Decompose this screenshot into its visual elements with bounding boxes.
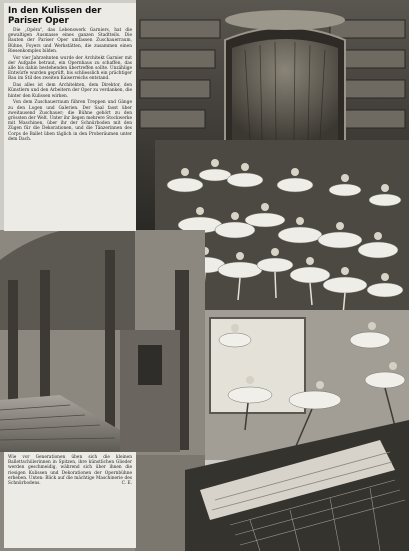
article-headline: In den Kulissen der Pariser Oper [8,6,102,26]
article-paragraph: Das alles ist dem Architekten, dem Direktor, den Künstlern und den Arbeitern der Oper zu verdanken, die hinter den Kulissen wirken. [8,83,132,99]
article-paragraph: Von dem Zuschauerraum führen Treppen und Gänge zu den Logen und Galerien. Der Saal fasst über zweitausend Zuschauer; die Bühne gehört zu den grössten der Welt. Unter ihr liegen mehrere Stockwerke mit Maschinen, über ihr der Schnürboden mit den Zügen für die Dekorationen, und die Tänzerinnen des Corps de Ballet üben täglich in den Proberäumen unter dem Dach. [8,100,132,142]
article-paragraph: Vor vier Jahrzehnten wurde der Architekt Garnier mit der Aufgabe betraut, ein Opernhaus zu schaffen, das alle bis dahin bestehenden übertreffen sollte. Unzählige Entwürfe wurden geprüft, bis schliesslich ein prächtiger Bau im Stil des zweiten Kaiserreichs entstand. [8,55,132,82]
author-signature: C. E. [121,481,132,487]
article-text-column [4,3,136,231]
photo-caption [4,452,136,548]
caption-text: Wie vor Generationen üben sich die kleinen Ballettschülerinnen in Spitzen, ihre künstlichen Glieder werden geschmeidig, während sich über ihnen die riesigen Kulissen und Dekorationen der Opernbühne erheben. Unten: Blick auf die mächtige Maschinerie des Schnürbodens. [8,455,132,487]
article-paragraph: Die „Opéra", das Lebenswerk Garniers, hat die gewaltigen Ausmasse eines ganzen Stadtteils. Die Bauten der Pariser Oper umfassen Zuschauerraum, Bühne, Foyers und Werkstätten, die zusammen einen Riesenkomplex bilden. [8,28,132,54]
